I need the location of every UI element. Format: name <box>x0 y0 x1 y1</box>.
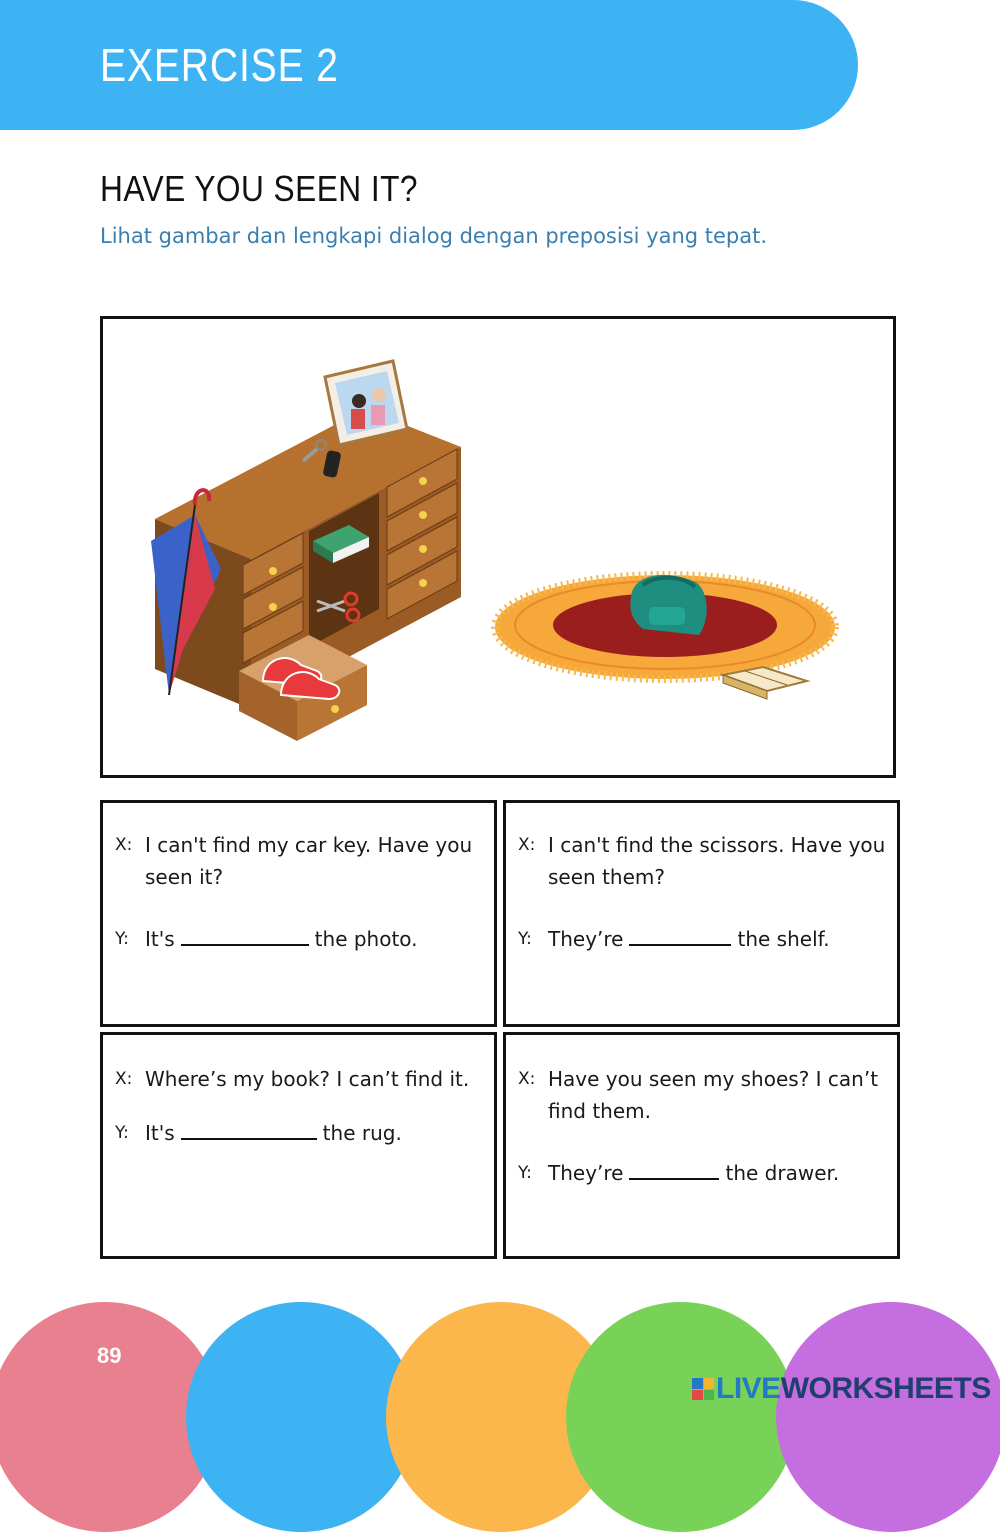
dialog-box-book <box>100 1032 497 1259</box>
instruction-text: Lihat gambar dan lengkapi dialog dengan preposisi yang tepat. <box>100 224 768 248</box>
answer-start: They’re <box>548 1161 624 1185</box>
answer-end: the rug. <box>322 1121 402 1145</box>
dialog-x-line <box>115 829 486 893</box>
answer-end: the drawer. <box>725 1161 840 1185</box>
liveworksheets-logo-icon <box>692 1378 714 1400</box>
speaker-y-label: Y: <box>518 929 532 949</box>
photo-frame-illustration <box>325 361 407 445</box>
dialog-question: Have you seen my shoes? I can’t find them. <box>548 1067 879 1123</box>
dialog-question: I can't find the scissors. Have you seen them? <box>548 833 886 889</box>
speaker-y-label: Y: <box>115 929 129 949</box>
speaker-x-label: X: <box>518 835 536 855</box>
illustration-frame <box>100 316 896 778</box>
answer-blank-input[interactable] <box>181 1118 317 1140</box>
backpack-illustration <box>630 575 706 635</box>
footer-circle-green <box>566 1302 796 1532</box>
answer-blank-input[interactable] <box>181 924 309 946</box>
dialog-y-line <box>115 923 486 955</box>
dialog-y-line <box>115 1117 486 1149</box>
open-book-illustration <box>723 667 807 699</box>
answer-start: It's <box>145 1121 175 1145</box>
dialog-x-line <box>518 1063 889 1127</box>
illustration-svg <box>103 319 893 775</box>
answer-blank-input[interactable] <box>629 924 731 946</box>
dialog-box-car-key <box>100 800 497 1027</box>
dialog-box-scissors <box>503 800 900 1027</box>
speaker-y-label: Y: <box>115 1123 129 1143</box>
answer-start: It's <box>145 927 175 951</box>
answer-end: the shelf. <box>737 927 830 951</box>
page-number: 89 <box>97 1343 122 1368</box>
speaker-x-label: X: <box>115 1069 133 1089</box>
speaker-x-label: X: <box>518 1069 536 1089</box>
brand-worksheets: WORKSHEETS <box>780 1372 991 1405</box>
dialog-x-line <box>518 829 889 893</box>
section-title: HAVE YOU SEEN IT? <box>100 168 418 209</box>
answer-blank-input[interactable] <box>629 1158 719 1180</box>
speaker-x-label: X: <box>115 835 133 855</box>
footer-circle-blue <box>186 1302 416 1532</box>
footer-circle-purple <box>776 1302 1000 1532</box>
speaker-y-label: Y: <box>518 1163 532 1183</box>
dialog-y-line <box>518 1157 889 1189</box>
dialog-question: Where’s my book? I can’t find it. <box>145 1067 470 1091</box>
dialog-x-line <box>115 1063 486 1095</box>
answer-end: the photo. <box>314 927 418 951</box>
dialog-question: I can't find my car key. Have you seen it? <box>145 833 473 889</box>
dialog-box-shoes <box>503 1032 900 1259</box>
liveworksheets-logo[interactable] <box>692 1372 991 1406</box>
dialog-y-line <box>518 923 889 955</box>
brand-live: LIVE <box>716 1372 781 1405</box>
page-title: EXERCISE 2 <box>100 39 339 91</box>
answer-start: They’re <box>548 927 624 951</box>
